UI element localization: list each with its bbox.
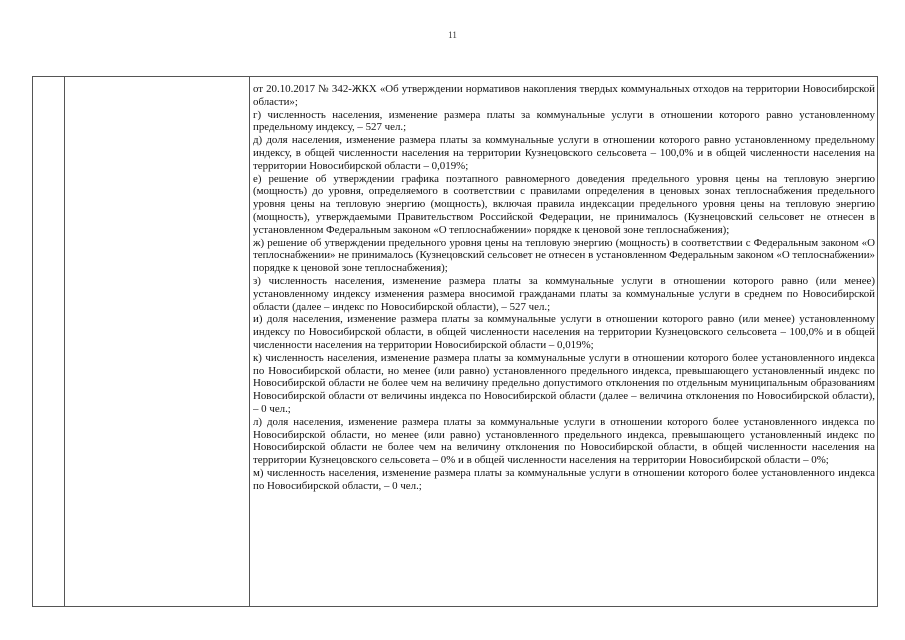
document-table (32, 76, 878, 607)
page-number: 11 (448, 30, 457, 40)
paragraph-m: м) численность населения, изменение размера платы за коммунальные услуги в отношении которого более установленного индекса по Новосибирской области, – 0 чел.; (253, 466, 875, 492)
paragraph-d: д) доля населения, изменение размера платы за коммунальные услуги в отношении которого равно установленному предельному индексу, в общей численности населения на территории Кузнецовского сельсовета – 100,0% и в общей численности населения на территории Новосибирской области – 0,019%; (253, 134, 875, 172)
table-column-divider (64, 77, 65, 606)
paragraph-e: е) решение об утверждении графика поэтапного равномерного доведения предельного уровня цены на тепловую энергию (мощность) до уровня, определяемого в соответствии с правилами определения в ценовых зонах теплоснабжения предельного уровня цены на тепловую энергию (мощность), включая правила индексации предельного уровня цены на тепловую энергию (мощность), утверждаемыми Правительством Российской Федерации, не принималось (Кузнецовский сельсовет не отнесен в установленном Федеральным законом «О теплоснабжении» порядке к ценовой зоне теплоснабжения); (253, 172, 875, 236)
paragraph-g: г) численность населения, изменение размера платы за коммунальные услуги в отношении которого равно установленному предельному индексу, – 527 чел.; (253, 108, 875, 134)
paragraph-i: и) доля населения, изменение размера платы за коммунальные услуги в отношении которого равно (или менее) установленному индексу по Новосибирской области, в общей численности населения на территории Кузнецовского сельсовета – 100,0% и в общей численности населения на территории Новосибирской области – 0,019%; (253, 313, 875, 351)
paragraph-decree-reference: от 20.10.2017 № 342-ЖКХ «Об утверждении нормативов накопления твердых коммунальных отходов на территории Новосибирской области»; (253, 83, 875, 108)
paragraph-z: з) численность населения, изменение размера платы за коммунальные услуги в отношении которого равно (или менее) установленному индексу изменения размера вносимой гражданами платы за коммунальные услуги в среднем по Новосибирской области (далее – индекс по Новосибирской области), – 527 чел.; (253, 274, 875, 313)
paragraph-zh: ж) решение об утверждении предельного уровня цены на тепловую энергию (мощность) в соответствии с Федеральным законом «О теплоснабжении» не принималось (Кузнецовский сельсовет не отнесен в установленном Федеральным законом «О теплоснабжении» порядке к ценовой зоне теплоснабжения); (253, 236, 875, 275)
table-column-divider (249, 77, 250, 606)
paragraph-k: к) численность населения, изменение размера платы за коммунальные услуги в отношении которого более установленного индекса по Новосибирской области, но менее (или равно) установленного предельного индекса, превышающего установленный индекс по Новосибирской области не более чем на величину предельно допустимого отклонения по отдельным муниципальным образованиям Новосибирской области от величины индекса по Новосибирской области (далее – величина отклонения по Новосибирской области), – 0 чел.; (253, 351, 875, 415)
paragraph-l: л) доля населения, изменение размера платы за коммунальные услуги в отношении которого более установленного индекса по Новосибирской области, но менее (или равно) установленного предельного индекса, превышающего установленный индекс по Новосибирской области не более чем на величину отклонения по Новосибирской области, в общей численности населения на территории Кузнецовского сельсовета – 0% и в общей численности населения на территории Новосибирской области – 0%; (253, 415, 875, 467)
table-text-cell (253, 83, 875, 603)
